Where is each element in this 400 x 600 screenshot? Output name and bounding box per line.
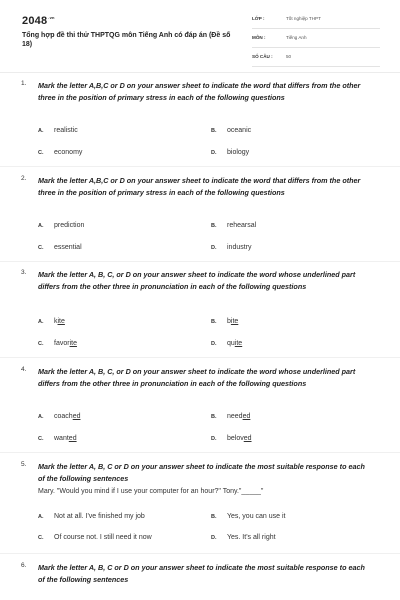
option-letter: A. — [38, 223, 44, 229]
option-d[interactable] — [211, 149, 249, 156]
meta-row-class — [252, 13, 380, 29]
option-text: Of course not. I still need it now — [54, 534, 152, 541]
option-text: Yes, you can use it — [227, 513, 286, 520]
option-b[interactable] — [211, 413, 250, 420]
option-letter: B. — [211, 414, 217, 420]
meta-row-subject — [252, 32, 380, 48]
option-b[interactable] — [211, 318, 238, 325]
question-number: 3. — [21, 269, 27, 276]
option-a[interactable] — [38, 222, 84, 229]
question-divider — [0, 166, 400, 167]
document-title: Tổng hợp đề thi thử THPTQG môn Tiếng Anh có đáp án (Đề số 18) — [22, 32, 231, 48]
meta-key: LỚP : — [252, 16, 265, 21]
option-text-pre: coach — [54, 413, 73, 420]
option-text: industry — [227, 244, 252, 251]
option-text-underlined: ed — [243, 435, 252, 442]
meta-value: Tiếng Anh — [286, 35, 307, 40]
question-sentence: Mary. "Would you mind if I use your computer for an hour?" Tony."_____" — [38, 488, 264, 495]
option-b[interactable] — [211, 222, 256, 229]
option-text-pre: b — [227, 318, 231, 325]
option-letter: A. — [38, 319, 44, 325]
question-prompt: Mark the letter A,B,C or D on your answer sheet to indicate the word that differs from the other three in the position of primary stress in each of the following questions — [38, 81, 361, 102]
question-prompt: Mark the letter A, B, C, or D on your answer sheet to indicate the word whose underlined part differs from the other three in pronunciation in each of the following questions — [38, 367, 356, 388]
question-prompt: Mark the letter A, B, C or D on your answer sheet to indicate the most suitable response to each of the following sentences — [38, 563, 365, 584]
option-d[interactable] — [211, 340, 242, 347]
option-letter: B. — [211, 319, 217, 325]
meta-key: SỐ CÂU : — [252, 54, 273, 59]
option-text-underlined: ite — [57, 318, 65, 325]
option-letter: C. — [38, 341, 44, 347]
option-text: essential — [54, 244, 82, 251]
option-a[interactable] — [38, 413, 80, 420]
option-c[interactable] — [38, 340, 77, 347]
option-letter: A. — [38, 514, 44, 520]
option-letter: A. — [38, 414, 44, 420]
option-text: biology — [227, 149, 250, 156]
question-number: 6. — [21, 562, 27, 569]
question-number: 4. — [21, 366, 27, 373]
option-text-underlined: ed — [68, 435, 77, 442]
question-divider — [0, 452, 400, 453]
question-divider — [0, 553, 400, 554]
page-header — [0, 0, 400, 70]
meta-key: MÔN : — [252, 35, 266, 40]
option-letter: D. — [211, 436, 217, 442]
option-b[interactable] — [211, 513, 286, 520]
option-letter: D. — [211, 341, 217, 347]
meta-info — [252, 13, 380, 70]
option-letter: C. — [38, 245, 44, 251]
option-a[interactable] — [38, 127, 78, 134]
question-divider — [0, 357, 400, 358]
option-text: economy — [54, 149, 83, 156]
meta-value: 50 — [286, 54, 292, 59]
option-letter: C. — [38, 436, 44, 442]
option-letter: B. — [211, 128, 217, 134]
option-d[interactable] — [211, 244, 252, 251]
option-d[interactable] — [211, 435, 252, 442]
option-b[interactable] — [211, 127, 251, 134]
question-number: 1. — [21, 80, 27, 87]
option-text: prediction — [54, 222, 85, 229]
question-prompt: Mark the letter A, B, C or D on your answer sheet to indicate the most suitable response to each of the following sentences — [38, 462, 365, 483]
logo-suffix: .vn — [48, 15, 55, 21]
option-letter: D. — [211, 245, 217, 251]
option-text: Yes. It's all right — [227, 534, 276, 541]
question-number: 5. — [21, 461, 27, 468]
site-logo[interactable] — [22, 15, 55, 27]
option-letter: B. — [211, 514, 217, 520]
option-letter: C. — [38, 535, 44, 541]
question-divider — [0, 261, 400, 262]
logo-text: 2048 — [22, 15, 48, 27]
option-text-pre: k — [54, 318, 58, 325]
option-text-pre: belov — [227, 435, 244, 442]
option-text: Not at all. I've finished my job — [54, 513, 145, 520]
option-text: realistic — [54, 127, 78, 134]
meta-value: Tốt nghiệp THPT — [286, 16, 321, 21]
option-text-pre: favor — [54, 340, 70, 347]
option-letter: B. — [211, 223, 217, 229]
question-prompt: Mark the letter A,B,C or D on your answer sheet to indicate the word that differs from the other three in the position of primary stress in each of the following questions — [38, 176, 361, 197]
option-c[interactable] — [38, 534, 152, 541]
option-letter: C. — [38, 150, 44, 156]
meta-row-count — [252, 51, 380, 67]
option-text-underlined: ed — [72, 413, 81, 420]
option-text-underlined: ite — [234, 340, 243, 347]
question-number: 2. — [21, 175, 27, 182]
header-divider — [0, 72, 400, 73]
option-d[interactable] — [211, 534, 276, 541]
option-text: rehearsal — [227, 222, 257, 229]
option-c[interactable] — [38, 435, 77, 442]
option-letter: A. — [38, 128, 44, 134]
question-prompt: Mark the letter A, B, C, or D on your answer sheet to indicate the word whose underlined part differs from the other three in pronunciation in each of the following questions — [38, 270, 356, 291]
option-text-pre: need — [227, 413, 243, 420]
option-text-pre: want — [54, 435, 69, 442]
option-c[interactable] — [38, 149, 82, 156]
option-text-underlined: ite — [69, 340, 77, 347]
option-a[interactable] — [38, 513, 145, 520]
option-c[interactable] — [38, 244, 82, 251]
option-letter: D. — [211, 535, 217, 541]
option-text-underlined: ite — [230, 318, 239, 325]
option-a[interactable] — [38, 318, 65, 325]
option-text-underlined: ed — [242, 413, 251, 420]
option-letter: D. — [211, 150, 217, 156]
option-text: oceanic — [227, 127, 252, 134]
option-text-pre: qu — [227, 340, 235, 347]
